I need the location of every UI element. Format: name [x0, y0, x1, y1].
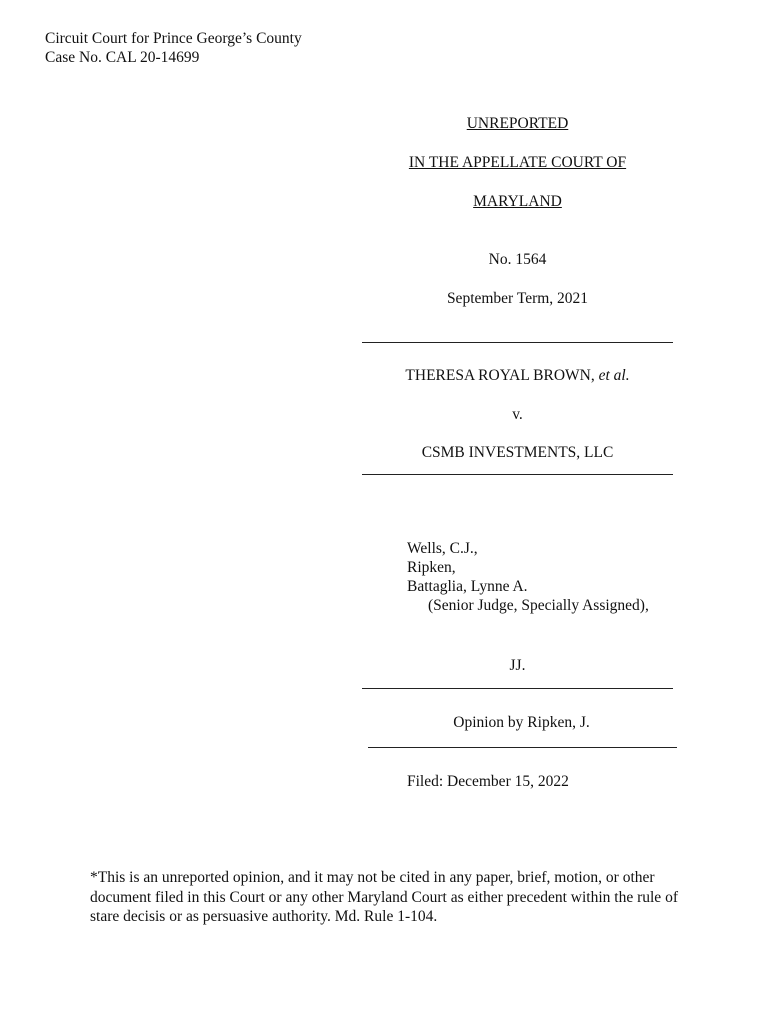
appellant-line — [362, 366, 673, 385]
judge-2: Ripken, — [407, 559, 456, 576]
court-name-line2: MARYLAND — [473, 193, 562, 210]
judge-3-note: (Senior Judge, Specially Assigned), — [428, 597, 649, 614]
appellee-name: CSMB INVESTMENTS, LLC — [421, 444, 614, 461]
judge-3: Battaglia, Lynne A. — [407, 578, 528, 595]
lower-court-name: Circuit Court for Prince George’s County — [45, 30, 302, 47]
term: September Term, 2021 — [446, 290, 589, 307]
divider-1 — [362, 342, 673, 343]
opinion-author: Opinion by Ripken, J. — [453, 714, 590, 731]
panel-suffix: JJ. — [509, 657, 526, 674]
divider-3 — [362, 688, 673, 689]
versus: v. — [512, 406, 523, 423]
filed-date: Filed: December 15, 2022 — [407, 773, 569, 790]
lower-court-case-number: Case No. CAL 20-14699 — [45, 49, 200, 66]
lower-court-caption — [45, 29, 302, 67]
unreported-footnote: *This is an unreported opinion, and it may not be cited in any paper, brief, motion, or other document filed in this Court or any other Maryland Court as either precedent within the rule of stare decisis or as persuasive authority. Md. Rule 1-104. — [90, 869, 678, 925]
court-name-line1: IN THE APPELLATE COURT OF — [408, 154, 627, 171]
appellant-name: THERESA ROYAL BROWN, — [405, 367, 595, 384]
appellant-et-al: et al. — [598, 367, 630, 384]
judge-1: Wells, C.J., — [407, 540, 478, 557]
judicial-panel — [407, 539, 649, 615]
divider-2 — [362, 474, 673, 475]
docket-number: No. 1564 — [488, 251, 547, 268]
unreported-heading: UNREPORTED — [466, 115, 569, 132]
divider-4 — [368, 747, 677, 748]
